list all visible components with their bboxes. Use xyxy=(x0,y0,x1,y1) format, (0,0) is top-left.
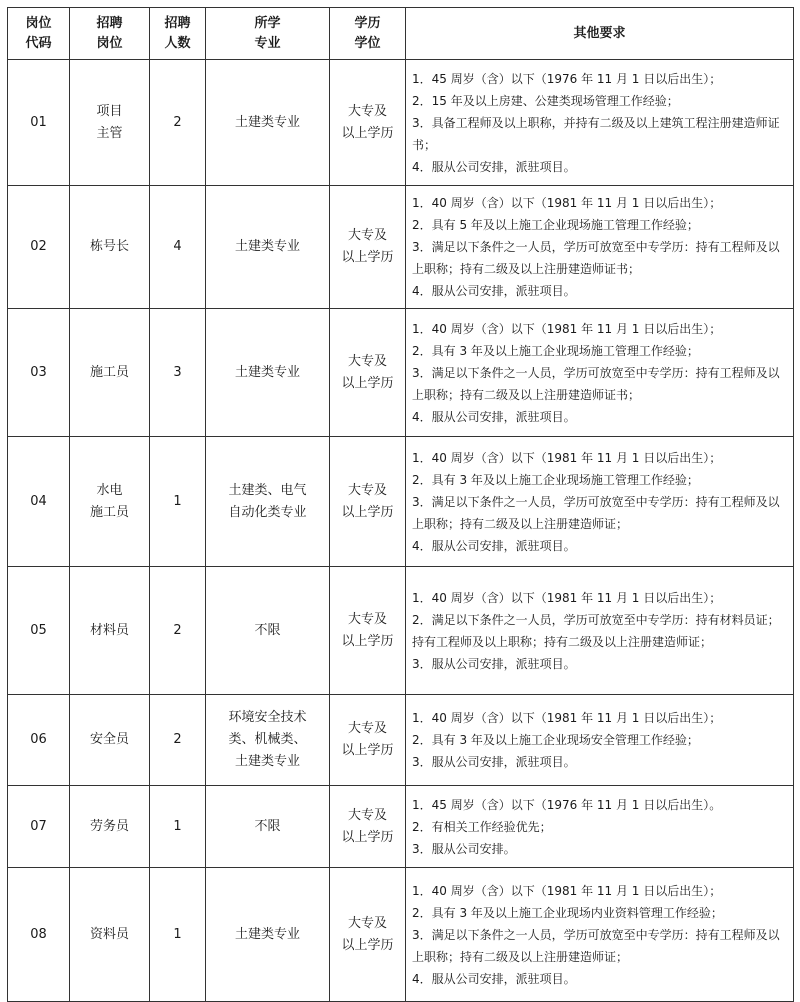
requirement-line: 1．40 周岁（含）以下（1981 年 11 月 1 日以后出生）； xyxy=(412,883,722,898)
cell-position-code: 06 xyxy=(8,695,70,786)
requirement-line: 2．具有 3 年及以上施工企业现场施工管理工作经验； xyxy=(412,472,699,487)
cell-position-code: 01 xyxy=(8,60,70,186)
cell-count: 1 xyxy=(150,437,206,567)
header-count: 招聘 人数 xyxy=(150,8,206,60)
table-row xyxy=(8,186,794,309)
requirement-line: 2．具有 3 年及以上施工企业现场内业资料管理工作经验； xyxy=(412,905,723,920)
header-position: 招聘 岗位 xyxy=(70,8,150,60)
recruitment-table-container xyxy=(7,7,793,992)
requirement-line: 3．满足以下条件之一人员，学历可放宽至中专学历：持有工程师及以上职称；持有二级及以上注册建造师证书； xyxy=(412,365,780,402)
cell-major: 不限 xyxy=(206,786,330,868)
requirement-line: 1．45 周岁（含）以下（1976 年 11 月 1 日以后出生）。 xyxy=(412,797,722,812)
cell-position-code: 08 xyxy=(8,868,70,1002)
header-requirements: 其他要求 xyxy=(406,8,794,60)
cell-education: 大专及 以上学历 xyxy=(330,868,406,1002)
cell-position: 项目 主管 xyxy=(70,60,150,186)
cell-education: 大专及 以上学历 xyxy=(330,309,406,437)
cell-position-code: 04 xyxy=(8,437,70,567)
requirement-line: 3．满足以下条件之一人员，学历可放宽至中专学历：持有工程师及以上职称；持有二级及以上注册建造师证书； xyxy=(412,240,780,276)
cell-position: 材料员 xyxy=(70,567,150,695)
cell-education: 大专及 以上学历 xyxy=(330,786,406,868)
header-position-code: 岗位 代码 xyxy=(8,8,70,60)
cell-position-code: 02 xyxy=(8,186,70,309)
requirement-line: 4．服从公司安排，派驻项目。 xyxy=(412,409,576,424)
requirement-line: 1．40 周岁（含）以下（1981 年 11 月 1 日以后出生）； xyxy=(412,590,722,605)
cell-count: 1 xyxy=(150,868,206,1002)
cell-position-code: 07 xyxy=(8,786,70,868)
cell-education: 大专及 以上学历 xyxy=(330,437,406,567)
recruitment-table xyxy=(7,7,794,1002)
cell-education: 大专及 以上学历 xyxy=(330,695,406,786)
requirement-line: 4．服从公司安排，派驻项目。 xyxy=(412,159,576,174)
cell-requirements xyxy=(406,786,794,868)
requirement-line: 3．服从公司安排，派驻项目。 xyxy=(412,755,576,769)
cell-count: 4 xyxy=(150,186,206,309)
cell-position: 水电 施工员 xyxy=(70,437,150,567)
cell-count: 2 xyxy=(150,567,206,695)
requirement-line: 2．具有 3 年及以上施工企业现场安全管理工作经验； xyxy=(412,733,699,747)
cell-requirements xyxy=(406,868,794,1002)
cell-major: 环境安全技术 类、机械类、 土建类专业 xyxy=(206,695,330,786)
requirement-line: 4．服从公司安排，派驻项目。 xyxy=(412,971,576,986)
requirement-line: 1．40 周岁（含）以下（1981 年 11 月 1 日以后出生）； xyxy=(412,450,722,465)
requirement-line: 3．满足以下条件之一人员，学历可放宽至中专学历：持有工程师及以上职称；持有二级及以上注册建造师证； xyxy=(412,927,780,964)
cell-position: 安全员 xyxy=(70,695,150,786)
requirement-line: 2．有相关工作经验优先； xyxy=(412,819,552,834)
requirement-line: 3．具备工程师及以上职称，并持有二级及以上建筑工程注册建造师证书； xyxy=(412,115,780,152)
requirement-line: 1．45 周岁（含）以下（1976 年 11 月 1 日以后出生）； xyxy=(412,71,722,86)
cell-requirements xyxy=(406,695,794,786)
cell-education: 大专及 以上学历 xyxy=(330,186,406,309)
requirement-line: 3．服从公司安排，派驻项目。 xyxy=(412,656,576,671)
cell-education: 大专及 以上学历 xyxy=(330,567,406,695)
cell-requirements xyxy=(406,567,794,695)
table-row xyxy=(8,567,794,695)
cell-major: 土建类专业 xyxy=(206,309,330,437)
requirement-line: 1．40 周岁（含）以下（1981 年 11 月 1 日以后出生）； xyxy=(412,321,722,336)
cell-position: 资料员 xyxy=(70,868,150,1002)
table-row xyxy=(8,437,794,567)
table-row xyxy=(8,695,794,786)
requirement-line: 2．具有 5 年及以上施工企业现场施工管理工作经验； xyxy=(412,218,699,232)
cell-major: 土建类、电气 自动化类专业 xyxy=(206,437,330,567)
cell-position-code: 03 xyxy=(8,309,70,437)
cell-position: 劳务员 xyxy=(70,786,150,868)
requirement-line: 2．具有 3 年及以上施工企业现场施工管理工作经验； xyxy=(412,343,699,358)
cell-position: 栋号长 xyxy=(70,186,150,309)
table-row xyxy=(8,786,794,868)
requirement-line: 3．满足以下条件之一人员，学历可放宽至中专学历：持有工程师及以上职称；持有二级及以上注册建造师证； xyxy=(412,494,780,531)
cell-count: 2 xyxy=(150,695,206,786)
cell-major: 土建类专业 xyxy=(206,868,330,1002)
requirement-line: 4．服从公司安排，派驻项目。 xyxy=(412,284,576,298)
cell-education: 大专及 以上学历 xyxy=(330,60,406,186)
cell-count: 1 xyxy=(150,786,206,868)
requirement-line: 4．服从公司安排，派驻项目。 xyxy=(412,538,576,553)
cell-position: 施工员 xyxy=(70,309,150,437)
header-education: 学历 学位 xyxy=(330,8,406,60)
cell-requirements xyxy=(406,60,794,186)
requirement-line: 1．40 周岁（含）以下（1981 年 11 月 1 日以后出生）； xyxy=(412,711,722,725)
table-row xyxy=(8,309,794,437)
cell-major: 土建类专业 xyxy=(206,186,330,309)
cell-count: 3 xyxy=(150,309,206,437)
header-row xyxy=(8,8,794,60)
cell-requirements xyxy=(406,309,794,437)
cell-count: 2 xyxy=(150,60,206,186)
cell-requirements xyxy=(406,437,794,567)
table-row xyxy=(8,868,794,1002)
header-major: 所学 专业 xyxy=(206,8,330,60)
requirement-line: 2．满足以下条件之一人员，学历可放宽至中专学历：持有材料员证；持有工程师及以上职称；持有二级及以上注册建造师证； xyxy=(412,612,780,649)
table-row xyxy=(8,60,794,186)
cell-position-code: 05 xyxy=(8,567,70,695)
requirement-line: 2．15 年及以上房建、公建类现场管理工作经验； xyxy=(412,93,679,108)
cell-major: 土建类专业 xyxy=(206,60,330,186)
requirement-line: 3．服从公司安排。 xyxy=(412,841,516,856)
cell-requirements xyxy=(406,186,794,309)
requirement-line: 1．40 周岁（含）以下（1981 年 11 月 1 日以后出生）； xyxy=(412,196,722,210)
cell-major: 不限 xyxy=(206,567,330,695)
